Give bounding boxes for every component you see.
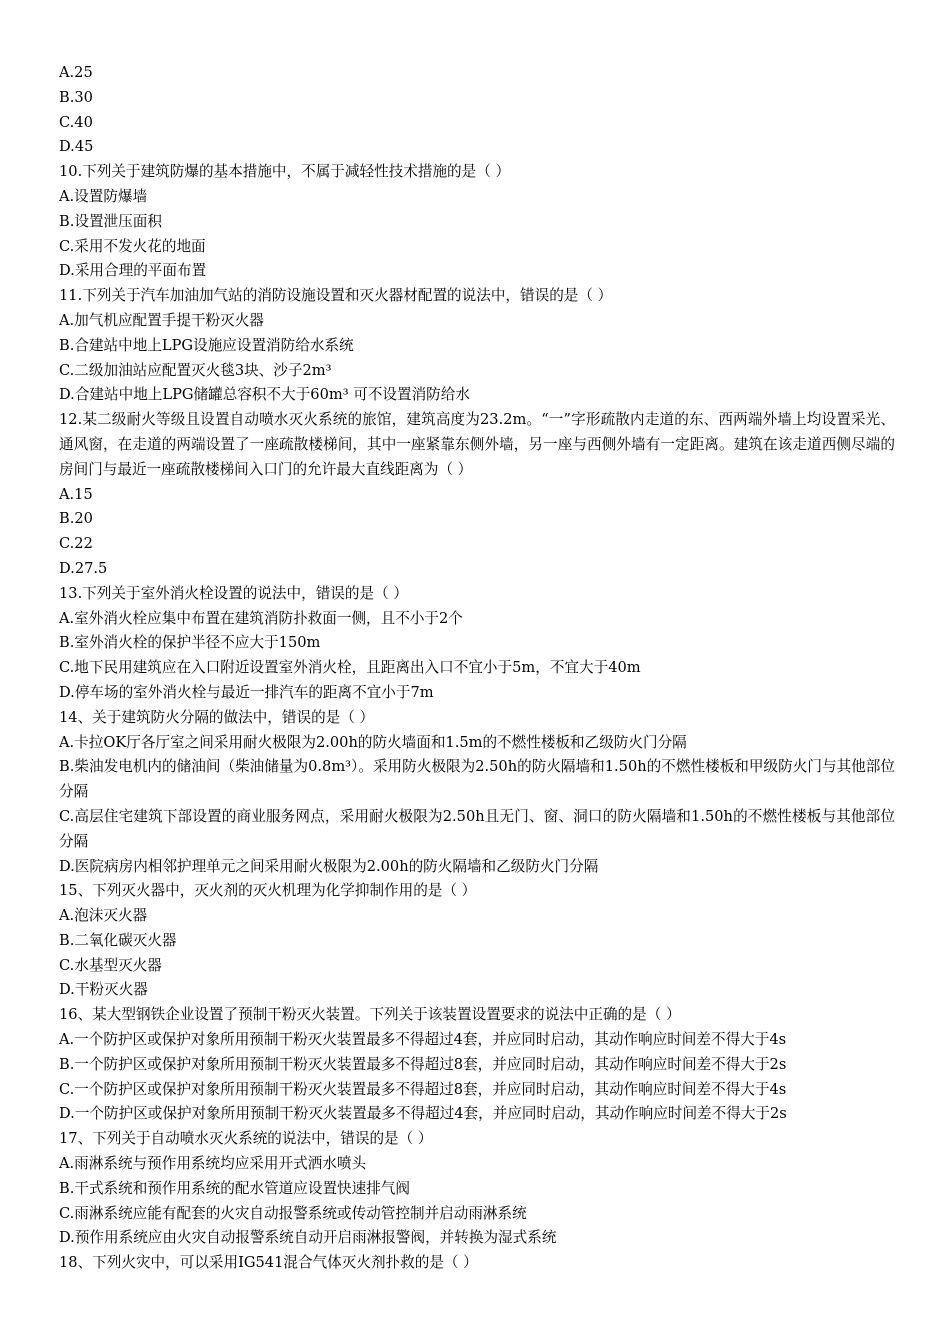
- option-d-q16: D.一个防护区或保护对象所用预制干粉灭火装置最多不得超过4套，并应同时启动，其动作响应时间差不得大于2s: [59, 1105, 787, 1123]
- option-a-q9: A.25: [59, 64, 93, 81]
- option-b-q10: B.设置泄压面积: [59, 212, 162, 230]
- option-a-q11: A.加气机应配置手提干粉灭火器: [59, 311, 264, 329]
- option-d-q13: D.停车场的室外消火栓与最近一排汽车的距离不宜小于7m: [59, 683, 434, 701]
- option-c-q13: C.地下民用建筑应在入口附近设置室外消火栓，且距离出入口不宜小于5m，不宜大于40m: [59, 659, 641, 677]
- option-a-q16: A.一个防护区或保护对象所用预制干粉灭火装置最多不得超过4套，并应同时启动，其动作响应时间差不得大于4s: [59, 1031, 787, 1049]
- option-b-q14: B.柴油发电机内的储油间（柴油储量为0.8m³）。采用防火极限为2.50h的防火隔墙和1.50h的不燃性楼板和甲级防火门与其他部位分隔: [59, 758, 895, 801]
- option-c-q14: C.高层住宅建筑下部设置的商业服务网点，采用耐火极限为2.50h且无门、窗、洞口的防火隔墙和1.50h的不燃性楼板与其他部位分隔: [59, 807, 895, 850]
- option-b-q12: B.20: [59, 510, 93, 528]
- option-c-q15: C.水基型灭火器: [59, 956, 162, 974]
- option-d-q17: D.预作用系统应由火灾自动报警系统自动开启雨淋报警阀，并转换为湿式系统: [59, 1229, 557, 1247]
- option-d-q10: D.采用合理的平面布置: [59, 262, 207, 280]
- option-c-q10: C.采用不发火花的地面: [59, 237, 206, 255]
- option-d-q11: D.合建站中地上LPG储罐总容积不大于60m³ 可不设置消防给水: [59, 386, 470, 404]
- option-c-q11: C.二级加油站应配置灭火毯3块、沙子2m³: [59, 361, 332, 379]
- question-13: 13.下列关于室外消火栓设置的说法中，错误的是（ ）: [59, 584, 408, 602]
- question-10: 10.下列关于建筑防爆的基本措施中，不属于减轻性技术措施的是（ ）: [59, 163, 511, 181]
- question-18: 18、下列火灾中，可以采用IG541混合气体灭火剂扑救的是（ ）: [59, 1254, 478, 1272]
- option-c-q9: C.40: [59, 113, 93, 131]
- option-a-q14: A.卡拉OK厅各厅室之间采用耐火极限为2.00h的防火墙面和1.5m的不燃性楼板和乙级防火门分隔: [59, 733, 687, 751]
- option-a-q17: A.雨淋系统与预作用系统均应采用开式洒水喷头: [59, 1155, 367, 1173]
- option-b-q13: B.室外消火栓的保护半径不应大于150m: [59, 634, 321, 652]
- option-b-q17: B.干式系统和预作用系统的配水管道应设置快速排气阀: [59, 1179, 411, 1197]
- option-b-q11: B.合建站中地上LPG设施应设置消防给水系统: [59, 336, 354, 354]
- question-17: 17、下列关于自动喷水灭火系统的说法中，错误的是（ ）: [59, 1130, 433, 1148]
- option-c-q12: C.22: [59, 535, 93, 553]
- question-15: 15、下列灭火器中，灭火剂的灭火机理为化学抑制作用的是（ ）: [59, 882, 477, 900]
- document-page: [59, 61, 895, 1276]
- question-16: 16、某大型钢铁企业设置了预制干粉灭火装置。下列关于该装置设置要求的说法中正确的是（ ）: [59, 1006, 681, 1024]
- option-d-q14: D.医院病房内相邻护理单元之间采用耐火极限为2.00h的防火隔墙和乙级防火门分隔: [59, 857, 599, 875]
- option-d-q15: D.干粉灭火器: [59, 981, 148, 999]
- option-a-q15: A.泡沫灭火器: [59, 907, 148, 925]
- option-d-q12: D.27.5: [59, 559, 108, 577]
- question-14: 14、关于建筑防火分隔的做法中，错误的是（ ）: [59, 708, 375, 726]
- option-d-q9: D.45: [59, 138, 94, 156]
- option-a-q12: A.15: [59, 485, 93, 503]
- option-b-q15: B.二氧化碳灭火器: [59, 931, 177, 949]
- option-c-q17: C.雨淋系统应能有配套的火灾自动报警系统或传动管控制并启动雨淋系统: [59, 1204, 527, 1222]
- option-c-q16: C.一个防护区或保护对象所用预制干粉灭火装置最多不得超过8套，并应同时启动，其动作响应时间差不得大于4s: [59, 1080, 787, 1098]
- option-a-q13: A.室外消火栓应集中布置在建筑消防扑救面一侧，且不小于2个: [59, 609, 463, 627]
- option-b-q16: B.一个防护区或保护对象所用预制干粉灭火装置最多不得超过8套，并应同时启动，其动作响应时间差不得大于2s: [59, 1055, 787, 1073]
- option-b-q9: B.30: [59, 88, 93, 106]
- question-11: 11.下列关于汽车加油加气站的消防设施设置和灭火器材配置的说法中，错误的是（ ）: [59, 287, 613, 305]
- option-a-q10: A.设置防爆墙: [59, 187, 148, 205]
- question-12: 12.某二级耐火等级且设置自动喷水灭火系统的旅馆，建筑高度为23.2m。“一”字形疏散内走道的东、西两端外墙上均设置采光、通风窗，在走道的两端设置了一座疏散楼梯间，其中一座紧靠东侧外墙，另一座与西侧外墙有一定距离。建筑在该走道西侧尽端的房间门与最近一座疏散楼梯间入口门的允许最大直线距离为（ ）: [59, 411, 895, 478]
